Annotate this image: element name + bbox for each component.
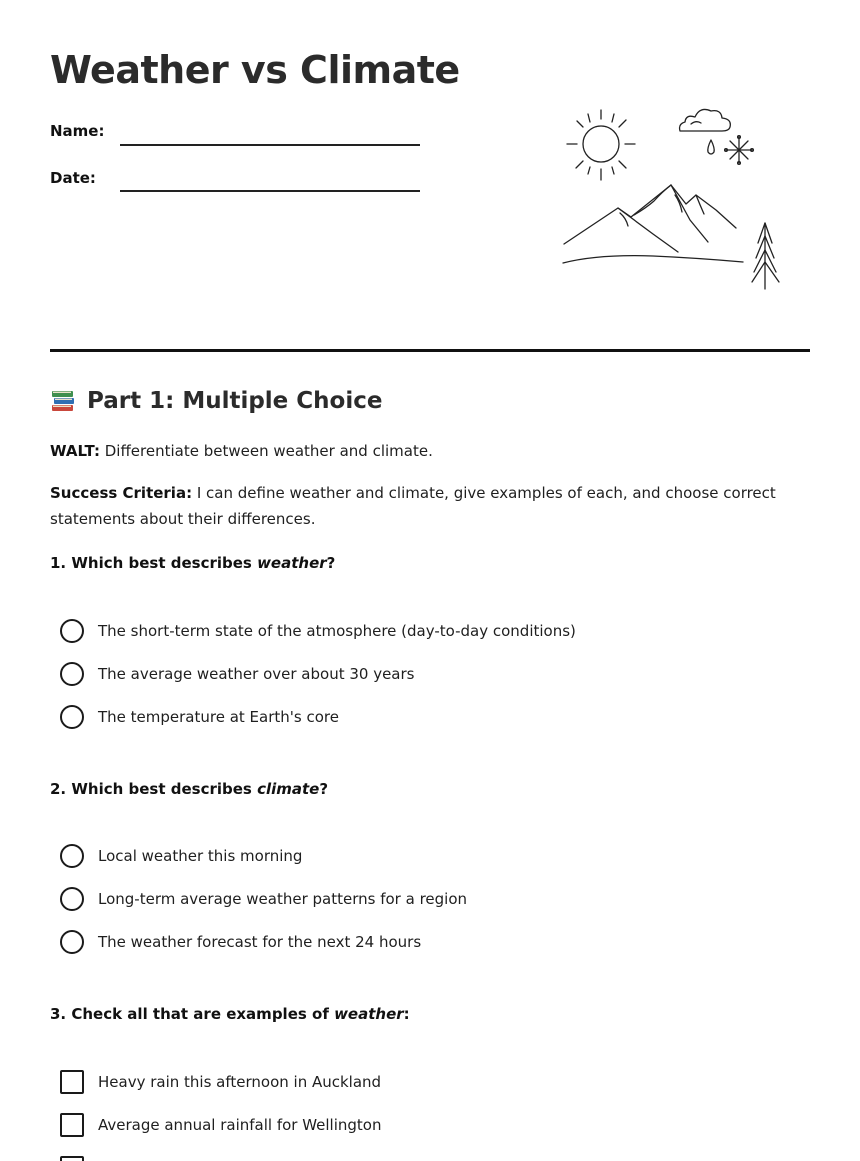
checkbox[interactable]	[60, 1113, 84, 1137]
success-criteria-label: Success Criteria:	[50, 484, 193, 502]
question-1-option[interactable]	[60, 661, 414, 687]
weather-landscape-icon	[558, 100, 788, 295]
success-criteria-text: I can define weather and climate, give examples of each, and choose correct statements about their differences.	[50, 484, 776, 528]
name-label: Name:	[50, 122, 105, 140]
question-3-option[interactable]	[60, 1069, 381, 1095]
question-3-keyword: weather	[334, 1005, 404, 1023]
page-title: Weather vs Climate	[50, 48, 460, 92]
option-label: Long-term average weather patterns for a region	[98, 890, 468, 908]
date-label: Date:	[50, 169, 96, 187]
question-2-option[interactable]	[60, 886, 467, 912]
walt-text: Differentiate between weather and climate.	[99, 442, 433, 460]
option-label: Average annual rainfall for Wellington	[98, 1116, 382, 1134]
question-2-keyword: climate	[257, 780, 320, 798]
snowflake-icon	[725, 136, 754, 165]
radio-button[interactable]	[60, 930, 84, 954]
question-3: 3. Check all that are examples of weather:	[50, 1005, 410, 1023]
radio-button[interactable]	[60, 887, 84, 911]
question-2-option[interactable]	[60, 843, 302, 869]
raindrop-icon	[708, 140, 714, 154]
radio-button[interactable]	[60, 619, 84, 643]
option-label: The average weather over about 30 years	[98, 665, 415, 683]
radio-button[interactable]	[60, 705, 84, 729]
success-criteria	[50, 480, 810, 532]
date-field[interactable]	[120, 190, 420, 192]
radio-button[interactable]	[60, 844, 84, 868]
books-icon	[50, 388, 76, 414]
walt-statement	[50, 438, 810, 464]
question-2-option[interactable]	[60, 929, 421, 955]
part1-heading-text: Part 1: Multiple Choice	[87, 388, 383, 414]
section-divider	[50, 349, 810, 352]
question-2: 2. Which best describes climate?	[50, 780, 329, 798]
question-1: 1. Which best describes weather?	[50, 554, 336, 572]
cloud-icon	[680, 109, 731, 131]
checkbox[interactable]	[60, 1070, 84, 1094]
mountains-icon	[563, 185, 743, 263]
name-field[interactable]	[120, 144, 420, 146]
checkbox[interactable]	[60, 1156, 84, 1161]
part1-heading	[50, 388, 382, 414]
option-label: Local weather this morning	[98, 847, 303, 865]
question-3-option[interactable]	[60, 1155, 98, 1161]
question-1-keyword: weather	[257, 554, 327, 572]
sun-icon	[567, 110, 635, 180]
radio-button[interactable]	[60, 662, 84, 686]
option-label: The weather forecast for the next 24 hours	[98, 933, 422, 951]
tree-icon	[752, 223, 779, 289]
question-3-option[interactable]	[60, 1112, 381, 1138]
walt-label: WALT:	[50, 442, 100, 460]
question-1-option[interactable]	[60, 704, 339, 730]
question-1-option[interactable]	[60, 618, 576, 644]
option-label: Heavy rain this afternoon in Auckland	[98, 1073, 382, 1091]
option-label: The temperature at Earth's core	[98, 708, 339, 726]
option-label: The short-term state of the atmosphere (day-to-day conditions)	[98, 622, 576, 640]
